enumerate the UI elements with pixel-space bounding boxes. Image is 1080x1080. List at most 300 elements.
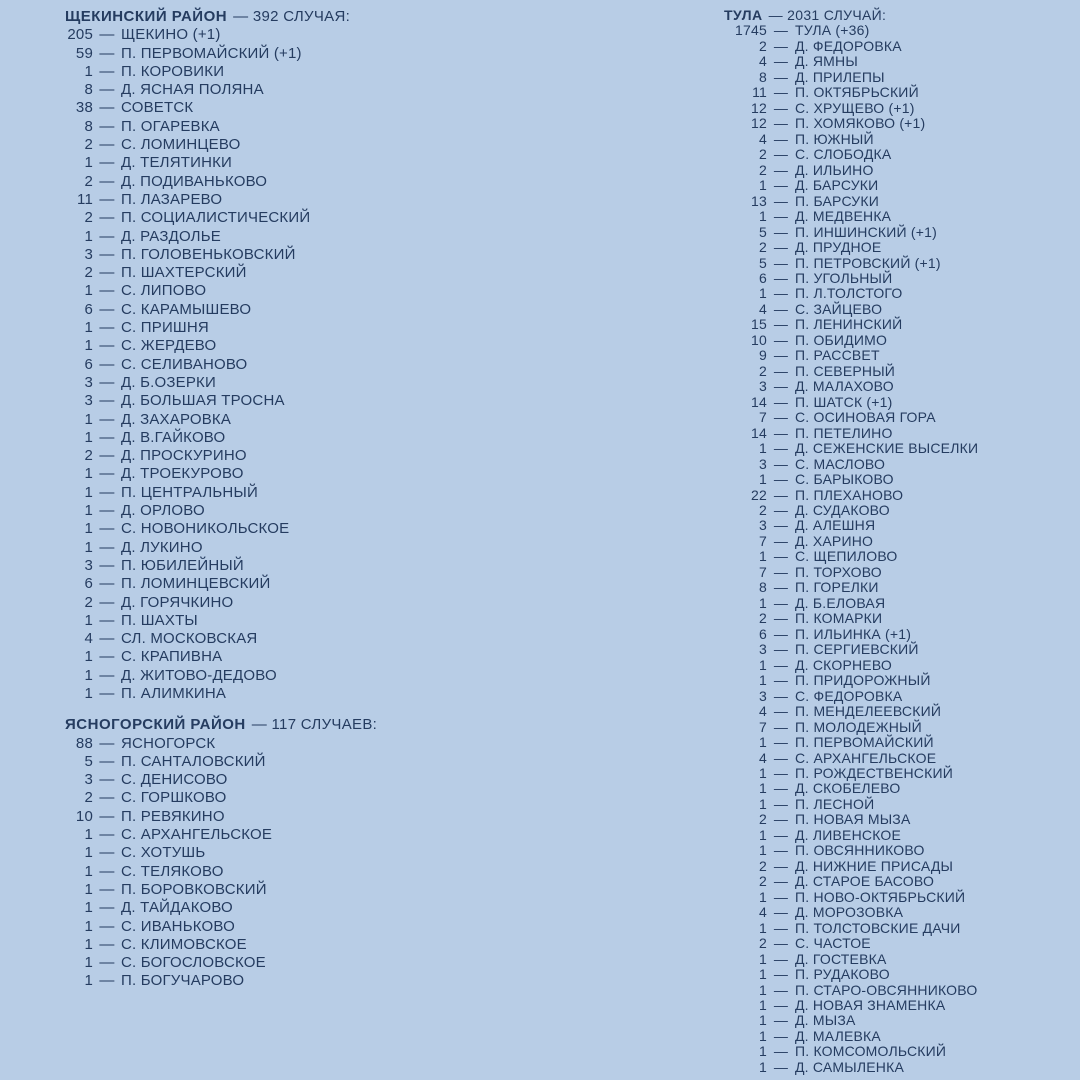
dash-separator: —	[773, 254, 789, 271]
section-header	[65, 716, 507, 734]
dash-separator: —	[99, 428, 115, 446]
place-name: Д. СЕЖЕНСКИЕ ВЫСЕЛКИ	[795, 440, 979, 457]
case-count: 1745	[735, 22, 767, 39]
dash-separator: —	[773, 393, 789, 410]
place-name: П. РЕВЯКИНО	[121, 807, 225, 825]
case-count: 13	[751, 192, 767, 209]
list-item	[37, 356, 507, 374]
case-count: 1	[759, 208, 767, 225]
list-item	[690, 101, 1075, 116]
dash-separator: —	[99, 844, 115, 862]
dash-separator: —	[99, 81, 115, 99]
list-item	[37, 918, 507, 936]
list-item	[690, 627, 1075, 642]
case-count: 3	[759, 687, 767, 704]
case-count: 1	[84, 899, 93, 917]
list-item	[690, 132, 1075, 147]
dash-separator: —	[99, 209, 115, 227]
place-name: С. ЛИПОВО	[121, 282, 207, 300]
place-name: П. ЛЕНИНСКИЙ	[795, 316, 903, 333]
place-name: Д. ЛИВЕНСКОЕ	[795, 826, 902, 843]
list-item	[37, 26, 507, 44]
place-name: П. БОГУЧАРОВО	[121, 972, 245, 990]
list-item	[690, 580, 1075, 595]
case-count: 3	[84, 556, 93, 574]
place-name: С. БАРЫКОВО	[795, 471, 894, 488]
dash-separator: —	[99, 575, 115, 593]
list-item	[37, 735, 507, 753]
list-item	[690, 147, 1075, 162]
dash-separator: —	[99, 62, 115, 80]
case-count: 1	[759, 997, 767, 1013]
case-count: 1	[759, 764, 767, 781]
list-item	[690, 642, 1075, 657]
dash-separator: —	[99, 520, 115, 538]
case-count: 2	[84, 136, 93, 154]
place-name: П. ИЛЬИНКА (+1)	[795, 625, 912, 642]
district-title: ЩЕКИНСКИЙ РАЙОН	[65, 8, 228, 25]
list-item	[690, 85, 1075, 100]
dash-separator: —	[99, 392, 115, 410]
case-count: 2	[84, 209, 93, 227]
case-count: 2	[84, 264, 93, 282]
case-count: 10	[75, 807, 93, 825]
dash-separator: —	[773, 223, 789, 240]
dash-separator: —	[773, 532, 789, 549]
place-name: С. СЛОБОДКА	[795, 146, 892, 163]
place-name: П. ЛЕСНОЙ	[795, 795, 875, 812]
case-count: 4	[759, 130, 767, 147]
list-item	[37, 502, 507, 520]
dash-separator: —	[99, 465, 115, 483]
place-name: Д. ГОСТЕВКА	[795, 950, 887, 967]
list-item	[690, 488, 1075, 503]
dash-separator: —	[773, 873, 789, 890]
place-name: П. ПЕТЕЛИНО	[795, 424, 893, 441]
dash-separator: —	[99, 917, 115, 935]
list-item	[690, 225, 1075, 240]
list-item	[690, 472, 1075, 487]
dash-separator: —	[99, 44, 115, 62]
case-count: 12	[751, 115, 767, 132]
list-item	[37, 447, 507, 465]
dash-separator: —	[773, 811, 789, 828]
list-item	[37, 863, 507, 881]
place-name: Д. ЯСНАЯ ПОЛЯНА	[121, 81, 264, 99]
case-count: 1	[84, 410, 93, 428]
list-item	[690, 704, 1075, 719]
place-name: Д. СКОБЕЛЕВО	[795, 780, 901, 797]
place-name: П. ОБИДИМО	[795, 331, 888, 348]
case-count: 3	[759, 641, 767, 658]
list-item	[37, 753, 507, 771]
case-count: 4	[759, 300, 767, 317]
case-count: 1	[759, 795, 767, 812]
place-name: П. ТОРХОВО	[795, 563, 882, 580]
list-item	[37, 954, 507, 972]
dash-separator: —	[773, 362, 789, 379]
dash-separator: —	[99, 538, 115, 556]
list-item	[37, 264, 507, 282]
dash-separator: —	[773, 471, 789, 488]
place-name: Д. МАЛЕВКА	[795, 1027, 881, 1044]
dash-separator: —	[99, 282, 115, 300]
list-item	[37, 374, 507, 392]
list-item	[37, 45, 507, 63]
list-item	[37, 191, 507, 209]
dash-separator: —	[773, 1058, 789, 1075]
list-item	[690, 410, 1075, 425]
dash-separator: —	[99, 826, 115, 844]
list-item	[690, 549, 1075, 564]
case-count: 1	[84, 154, 93, 172]
case-count: 7	[759, 532, 767, 549]
case-count: 1	[84, 862, 93, 880]
list-item	[690, 828, 1075, 843]
list-item	[690, 797, 1075, 812]
district-section	[37, 8, 507, 703]
dash-separator: —	[773, 37, 789, 54]
place-name: Д. ЛУКИНО	[121, 538, 203, 556]
list-item	[37, 301, 507, 319]
dash-separator: —	[773, 997, 789, 1013]
case-count: 2	[759, 161, 767, 178]
place-name: Д. ИЛЬИНО	[795, 161, 874, 178]
case-count: 1	[759, 826, 767, 843]
dash-separator: —	[99, 355, 115, 373]
dash-separator: —	[773, 579, 789, 596]
place-name: П. ЮЖНЫЙ	[795, 130, 874, 147]
case-count: 1	[759, 285, 767, 302]
place-name: П. САНТАЛОВСКИЙ	[121, 752, 266, 770]
place-name: П. БОРОВКОВСКИЙ	[121, 880, 267, 898]
dash-separator: —	[773, 687, 789, 704]
dash-separator: —	[773, 950, 789, 967]
dash-separator: —	[99, 99, 115, 117]
dash-separator: —	[99, 789, 115, 807]
case-count: 1	[759, 177, 767, 194]
place-name: ЩЕКИНО (+1)	[121, 26, 221, 44]
case-count: 3	[84, 771, 93, 789]
case-count: 2	[759, 37, 767, 54]
place-name: Д. ТАЙДАКОВО	[121, 899, 233, 917]
place-name: С. СЕЛИВАНОВО	[121, 355, 248, 373]
case-count: 1	[84, 319, 93, 337]
place-name: Д. ТРОЕКУРОВО	[121, 465, 244, 483]
left-column	[37, 8, 507, 991]
list-item	[37, 411, 507, 429]
list-item	[690, 364, 1075, 379]
case-count: 1	[759, 440, 767, 457]
list-item	[690, 766, 1075, 781]
place-name: Д. ЯМНЫ	[795, 53, 858, 70]
case-count: 2	[759, 146, 767, 163]
case-count: 1	[84, 648, 93, 666]
case-count: 2	[759, 857, 767, 874]
place-name: Д. САМЫЛЕНКА	[795, 1058, 904, 1075]
place-name: П. ШАХТЫ	[121, 611, 198, 629]
case-count: 2	[759, 873, 767, 890]
dash-separator: —	[773, 53, 789, 70]
case-count: 1	[759, 734, 767, 751]
list-item	[690, 673, 1075, 688]
dash-separator: —	[99, 648, 115, 666]
district-case-total: — 392 СЛУЧАЯ:	[233, 8, 351, 25]
case-count: 8	[84, 117, 93, 135]
list-item	[37, 844, 507, 862]
dash-separator: —	[773, 409, 789, 426]
case-count: 3	[84, 392, 93, 410]
place-name: Д. ПРУДНОЕ	[795, 239, 882, 256]
place-name: Д. ГОРЯЧКИНО	[121, 593, 234, 611]
case-count: 3	[759, 378, 767, 395]
list-item	[690, 565, 1075, 580]
place-name: П. УГОЛЬНЫЙ	[795, 269, 893, 286]
list-item	[690, 1013, 1075, 1028]
place-name: Д. АЛЕШНЯ	[795, 517, 876, 534]
list-item	[37, 557, 507, 575]
case-count: 1	[84, 337, 93, 355]
place-name: С. ХРУЩЕВО (+1)	[795, 99, 915, 116]
place-name: СЛ. МОСКОВСКАЯ	[121, 630, 258, 648]
place-name: П. СЕРГИЕВСКИЙ	[795, 641, 919, 658]
list-item	[37, 246, 507, 264]
case-count: 2	[759, 239, 767, 256]
dash-separator: —	[773, 656, 789, 673]
case-count: 1	[84, 483, 93, 501]
case-count: 2	[759, 811, 767, 828]
dash-separator: —	[773, 1012, 789, 1029]
case-count: 2	[759, 935, 767, 952]
place-name: П. ГОРЕЛКИ	[795, 579, 879, 596]
place-name: С. ЗАЙЦЕВО	[795, 300, 883, 317]
place-name: Д. ПОДИВАНЬКОВО	[121, 172, 268, 190]
list-item	[37, 81, 507, 99]
case-count: 14	[751, 424, 767, 441]
place-name: ТУЛА (+36)	[795, 22, 870, 39]
place-name: С. КЛИМОВСКОЕ	[121, 935, 247, 953]
place-name: П. ТОЛСТОВСКИЕ ДАЧИ	[795, 919, 961, 936]
list-item	[690, 457, 1075, 472]
dash-separator: —	[773, 672, 789, 689]
case-count: 1	[759, 919, 767, 936]
place-name: С. БОГОСЛОВСКОЕ	[121, 954, 266, 972]
place-name: С. ДЕНИСОВО	[121, 771, 228, 789]
place-name: С. ЧАСТОЕ	[795, 935, 871, 952]
case-count: 1	[759, 656, 767, 673]
dash-separator: —	[99, 264, 115, 282]
list-item	[690, 905, 1075, 920]
case-count: 1	[84, 935, 93, 953]
case-count: 6	[759, 269, 767, 286]
place-name: Д. СКОРНЕВО	[795, 656, 893, 673]
case-count: 1	[84, 844, 93, 862]
dash-separator: —	[99, 300, 115, 318]
place-name: С. ЛОМИНЦЕВО	[121, 136, 241, 154]
case-count: 5	[759, 254, 767, 271]
dash-separator: —	[99, 556, 115, 574]
list-item	[690, 720, 1075, 735]
place-name: П. ПЕТРОВСКИЙ (+1)	[795, 254, 941, 271]
place-name: П. КОМАРКИ	[795, 610, 883, 627]
list-item	[37, 228, 507, 246]
list-item	[690, 983, 1075, 998]
dash-separator: —	[773, 316, 789, 333]
dash-separator: —	[773, 857, 789, 874]
list-item	[690, 348, 1075, 363]
dash-separator: —	[99, 771, 115, 789]
dash-separator: —	[773, 842, 789, 859]
dash-separator: —	[773, 641, 789, 658]
district-case-total: — 117 СЛУЧАЕВ:	[251, 716, 378, 734]
case-count: 1	[759, 548, 767, 565]
dash-separator: —	[773, 285, 789, 302]
dash-separator: —	[773, 192, 789, 209]
dash-separator: —	[99, 880, 115, 898]
case-count: 1	[759, 1012, 767, 1029]
place-name: Д. СТАРОЕ БАСОВО	[795, 873, 935, 890]
case-count: 1	[759, 672, 767, 689]
case-count: 1	[84, 826, 93, 844]
district-title: ТУЛА	[724, 7, 763, 23]
list-item	[690, 256, 1075, 271]
list-item	[37, 685, 507, 703]
dash-separator: —	[99, 319, 115, 337]
dash-separator: —	[99, 26, 115, 44]
district-section	[690, 8, 1075, 1075]
list-item	[37, 612, 507, 630]
place-name: Д. НОВАЯ ЗНАМЕНКА	[795, 997, 946, 1013]
case-count: 1	[84, 538, 93, 556]
dash-separator: —	[773, 440, 789, 457]
case-count: 8	[84, 81, 93, 99]
place-name: П. БАРСУКИ	[795, 192, 879, 209]
case-count: 1	[84, 502, 93, 520]
case-count: 8	[759, 68, 767, 85]
dash-separator: —	[99, 752, 115, 770]
case-count: 38	[75, 99, 93, 117]
list-item	[690, 317, 1075, 332]
place-name: П. НОВАЯ МЫЗА	[795, 811, 911, 828]
case-count: 2	[759, 502, 767, 518]
place-name: П. ИНШИНСКИЙ (+1)	[795, 223, 937, 240]
dash-separator: —	[99, 954, 115, 972]
list-item	[690, 1044, 1075, 1059]
case-count: 1	[759, 888, 767, 905]
case-count: 1	[84, 917, 93, 935]
dash-separator: —	[773, 84, 789, 101]
case-count: 1	[759, 1058, 767, 1075]
list-item	[37, 826, 507, 844]
place-name: П. Л.ТОЛСТОГО	[795, 285, 903, 302]
case-count: 5	[84, 752, 93, 770]
place-name: П. ОКТЯБРЬСКИЙ	[795, 84, 919, 101]
place-name: С. НОВОНИКОЛЬСКОЕ	[121, 520, 290, 538]
place-name: П. СОЦИАЛИСТИЧЕСКИЙ	[121, 209, 311, 227]
list-item	[690, 735, 1075, 750]
case-count: 1	[759, 950, 767, 967]
list-item	[690, 658, 1075, 673]
dash-separator: —	[773, 548, 789, 565]
case-count: 4	[759, 904, 767, 921]
place-name: П. ШАТСК (+1)	[795, 393, 893, 410]
place-name: П. КОРОВИКИ	[121, 62, 225, 80]
list-item	[37, 209, 507, 227]
dash-separator: —	[773, 1043, 789, 1060]
section-header	[65, 8, 507, 26]
list-item	[690, 874, 1075, 889]
case-count: 1	[84, 282, 93, 300]
case-count: 1	[759, 594, 767, 611]
place-name: П. АЛИМКИНА	[121, 684, 227, 702]
case-count: 2	[759, 610, 767, 627]
list-item	[37, 899, 507, 917]
place-name: П. ПЛЕХАНОВО	[795, 486, 904, 503]
place-name: С. ЩЕПИЛОВО	[795, 548, 898, 565]
place-name: П. ПЕРВОМАЙСКИЙ (+1)	[121, 44, 302, 62]
dash-separator: —	[773, 594, 789, 611]
case-count: 1	[84, 465, 93, 483]
dash-separator: —	[773, 749, 789, 766]
list-item	[690, 890, 1075, 905]
dash-separator: —	[99, 807, 115, 825]
place-name: Д. ЖИТОВО-ДЕДОВО	[121, 666, 277, 684]
case-count: 1	[759, 780, 767, 797]
list-item	[37, 667, 507, 685]
case-count: 1	[84, 880, 93, 898]
dash-separator: —	[99, 630, 115, 648]
dash-separator: —	[99, 410, 115, 428]
place-name: П. ГОЛОВЕНЬКОВСКИЙ	[121, 245, 296, 263]
district-case-total: — 2031 СЛУЧАЙ:	[768, 7, 887, 23]
case-count: 1	[84, 227, 93, 245]
list-item	[690, 689, 1075, 704]
case-count: 2	[84, 172, 93, 190]
list-item	[37, 154, 507, 172]
list-item	[37, 594, 507, 612]
place-name: П. ШАХТЕРСКИЙ	[121, 264, 247, 282]
dash-separator: —	[99, 245, 115, 263]
case-count: 2	[84, 789, 93, 807]
list-item	[37, 789, 507, 807]
list-item	[37, 771, 507, 789]
list-item	[37, 539, 507, 557]
list-item	[37, 429, 507, 447]
place-name: С. МАСЛОВО	[795, 455, 886, 472]
dash-separator: —	[773, 625, 789, 642]
case-count: 1	[759, 1027, 767, 1044]
case-count: 4	[759, 53, 767, 70]
dash-separator: —	[773, 502, 789, 518]
dash-separator: —	[99, 447, 115, 465]
list-item	[690, 936, 1075, 951]
list-item	[690, 395, 1075, 410]
place-name: С. ГОРШКОВО	[121, 789, 227, 807]
list-item	[690, 534, 1075, 549]
list-item	[37, 972, 507, 990]
place-name: П. ПЕРВОМАЙСКИЙ	[795, 734, 934, 751]
place-name: П. РОЖДЕСТВЕНСКИЙ	[795, 764, 953, 781]
place-name: П. КОМСОМОЛЬСКИЙ	[795, 1043, 947, 1060]
place-name: С. ТЕЛЯКОВО	[121, 862, 224, 880]
list-item	[690, 379, 1075, 394]
place-name: Д. ОРЛОВО	[121, 502, 205, 520]
place-name: Д. МОРОЗОВКА	[795, 904, 904, 921]
list-item	[37, 173, 507, 191]
list-item	[37, 118, 507, 136]
list-item	[690, 921, 1075, 936]
list-item	[37, 465, 507, 483]
